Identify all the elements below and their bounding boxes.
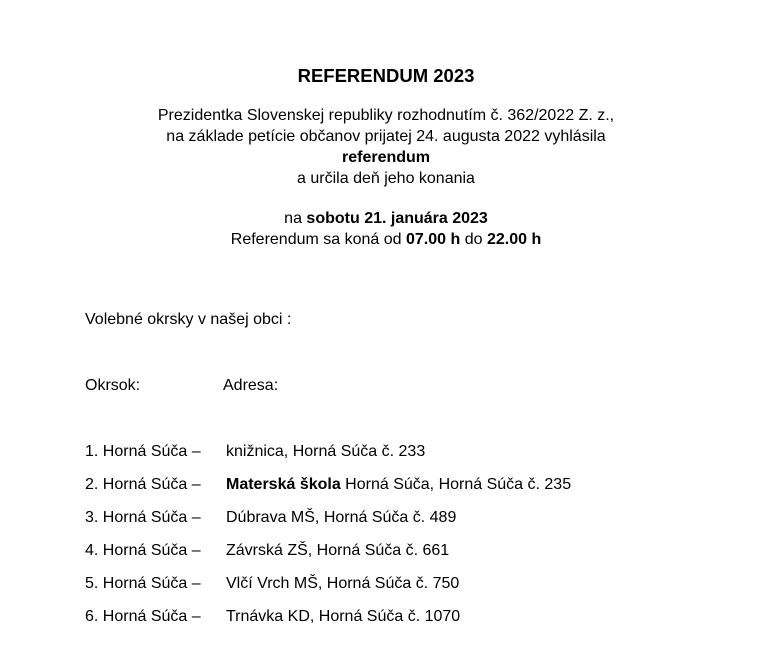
district-row	[85, 606, 685, 639]
intro-line-referendum: referendum	[341, 149, 431, 166]
district-address	[226, 606, 460, 627]
district-name: 6. Horná Súča –	[85, 608, 201, 625]
district-name: 4. Horná Súča –	[85, 542, 201, 559]
intro-paragraph	[0, 105, 772, 189]
start-time: 07.00 h	[406, 231, 461, 248]
address-text: Horná Súča, Horná Súča č. 235	[340, 476, 572, 493]
district-row	[85, 474, 685, 507]
document-title: REFERENDUM 2023	[297, 65, 475, 86]
address-text: knižnica, Horná Súča č. 233	[226, 443, 426, 460]
district-name: 1. Horná Súča –	[85, 443, 201, 460]
address-text: Vlčí Vrch MŠ, Horná Súča č. 750	[226, 575, 460, 592]
address-text: Závrská ZŠ, Horná Súča č. 661	[226, 542, 450, 559]
districts-list	[85, 441, 685, 639]
date-block	[0, 208, 772, 250]
intro-line-1: Prezidentka Slovenskej republiky rozhodnutím č. 362/2022 Z. z.,	[157, 107, 615, 124]
district-name: 5. Horná Súča –	[85, 575, 201, 592]
district-address	[226, 540, 449, 561]
district-address	[226, 507, 456, 528]
district-row	[85, 507, 685, 540]
date-line	[0, 208, 772, 229]
address-column-header: Adresa:	[223, 377, 279, 394]
end-time: 22.00 h	[486, 231, 542, 248]
date-prefix: na	[284, 210, 307, 227]
hours-mid: do	[460, 231, 487, 248]
district-row	[85, 573, 685, 606]
district-column-header: Okrsok:	[85, 377, 141, 394]
district-name: 3. Horná Súča –	[85, 509, 201, 526]
district-address	[226, 474, 571, 495]
hours-line	[0, 229, 772, 250]
address-text: Dúbrava MŠ, Horná Súča č. 489	[226, 509, 457, 526]
district-row	[85, 441, 685, 474]
districts-label: Volebné okrsky v našej obci :	[85, 311, 292, 328]
district-row	[85, 540, 685, 573]
district-address	[226, 573, 459, 594]
referendum-date: sobotu 21. januára 2023	[306, 210, 488, 227]
intro-line-2: na základe petície občanov prijatej 24. augusta 2022 vyhlásila	[166, 128, 606, 145]
hours-prefix: Referendum sa koná od	[230, 231, 406, 248]
address-text: Trnávka KD, Horná Súča č. 1070	[226, 608, 461, 625]
address-bold-part: Materská škola	[226, 476, 341, 493]
intro-line-4: a určila deň jeho konania	[297, 170, 475, 187]
district-name: 2. Horná Súča –	[85, 476, 201, 493]
district-address	[226, 441, 425, 462]
